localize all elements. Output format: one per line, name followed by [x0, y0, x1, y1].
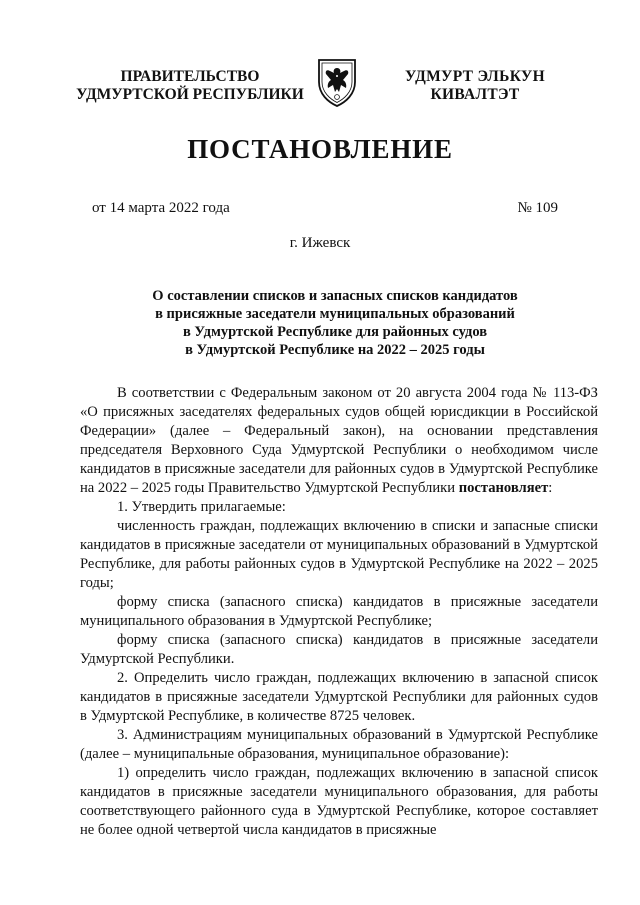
issuer-russian — [70, 68, 310, 104]
document-city: г. Ижевск — [289, 235, 351, 251]
preamble-end: : — [548, 480, 553, 496]
document-body — [80, 384, 598, 840]
coat-of-arms-icon — [313, 56, 361, 108]
subject-line: О составлении списков и запасных списков кандидатов — [152, 288, 518, 304]
issuer-russian-line1: ПРАВИТЕЛЬСТВО — [120, 68, 260, 85]
issuer-udmurt — [390, 68, 560, 104]
body-paragraph: форму списка (запасного списка) кандидатов в присяжные заседатели Удмуртской Республики. — [80, 632, 598, 667]
body-paragraph: форму списка (запасного списка) кандидатов в присяжные заседатели муниципального образования в Удмуртской Республике; — [80, 594, 598, 629]
body-paragraph: 2. Определить число граждан, подлежащих включению в запасной список кандидатов в присяжные заседатели Удмуртской Республики для районных судов в Удмуртской Республике, в количестве 8725 человек. — [80, 670, 598, 724]
document-subject — [90, 287, 580, 359]
preamble-text: В соответствии с Федеральным законом от 20 августа 2004 года № 113-ФЗ «О присяжных заседателях федеральных судов общей юрисдикции в Российской Федерации» (далее – Федеральный закон), на основании представления председателя Верховного Суда Удмуртской Республики о необходимом числе кандидатов в присяжные заседатели для районных судов в Удмуртской Республике на 2022 – 2025 годы Правительство Удмуртской Республики — [80, 385, 598, 496]
body-paragraph: 1. Утвердить прилагаемые: — [117, 499, 286, 515]
subject-line: в присяжные заседатели муниципальных образований — [155, 306, 515, 322]
document-title: ПОСТАНОВЛЕНИЕ — [187, 134, 453, 164]
issuer-udmurt-line2: КИВАЛТЭТ — [430, 86, 520, 103]
body-paragraph — [80, 384, 598, 498]
subject-line: в Удмуртской Республике на 2022 – 2025 годы — [185, 342, 485, 358]
document-number: № 109 — [517, 200, 558, 216]
resolution-keyword: постановляет — [458, 480, 549, 496]
body-paragraph: 3. Администрациям муниципальных образований в Удмуртской Республике (далее – муниципальные образования, муниципальное образование): — [80, 727, 598, 762]
subject-line: в Удмуртской Республике для районных судов — [182, 324, 488, 340]
body-paragraph: численность граждан, подлежащих включению в списки и запасные списки кандидатов в присяжные заседатели от муниципальных образований в Удмуртской Республике, для работы районных судов в Удмуртской Республике на 2022 – 2025 годы; — [80, 518, 598, 591]
body-paragraph: 1) определить число граждан, подлежащих включению в запасной список кандидатов в присяжные заседатели муниципального образования, для работы соответствующего районного суда в Удмуртской Республике, которое составляет не более одной четвертой числа кандидатов в присяжные — [80, 765, 598, 838]
issuer-udmurt-line1: УДМУРТ ЭЛЬКУН — [405, 68, 545, 85]
document-date: от 14 марта 2022 года — [92, 200, 230, 216]
issuer-russian-line2: УДМУРТСКОЙ РЕСПУБЛИКИ — [76, 86, 304, 103]
